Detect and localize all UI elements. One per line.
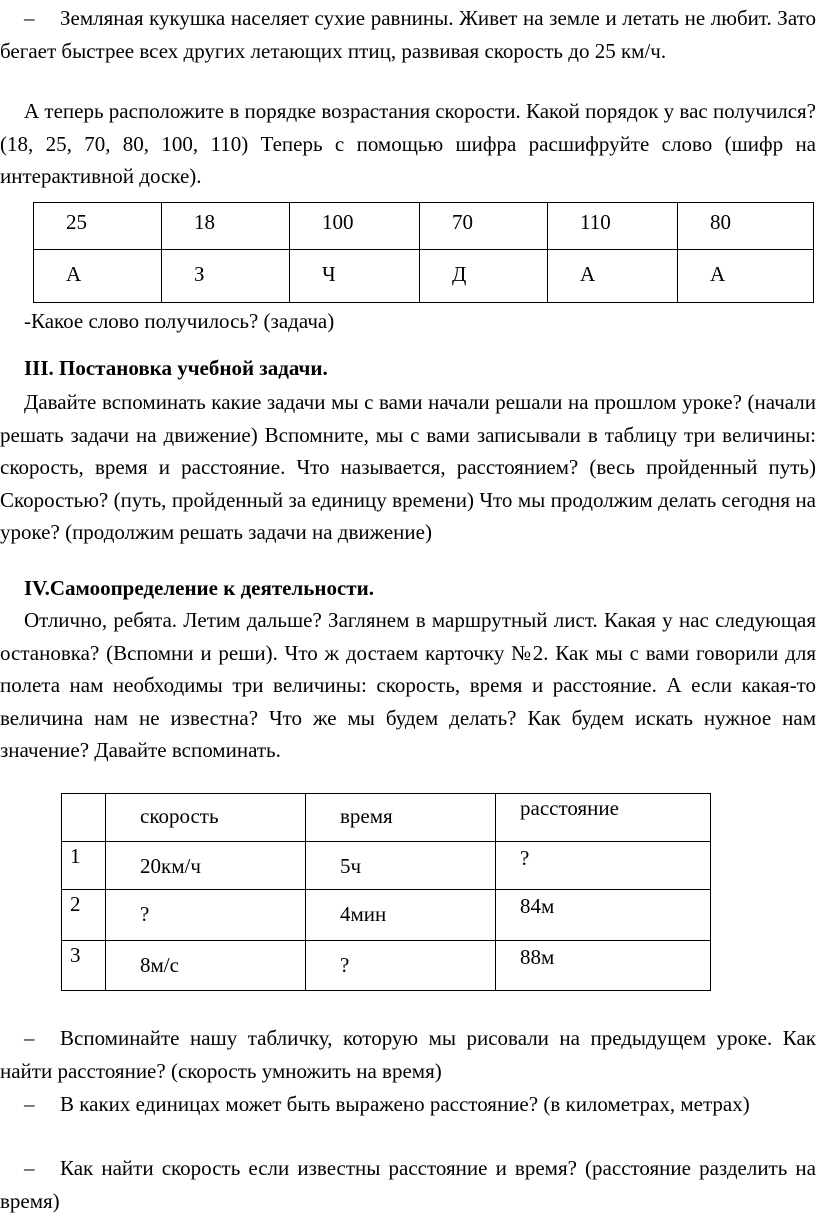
- bullet-item: [0, 1022, 816, 1087]
- distance-cell: 88м: [496, 941, 711, 991]
- bullet-text: В каких единицах может быть выражено расстояние? (в километрах, метрах): [60, 1092, 750, 1116]
- cipher-number: 18: [162, 203, 290, 250]
- bullet-item: [0, 1152, 816, 1217]
- cipher-numbers-row: [34, 203, 814, 250]
- cipher-letter: Ч: [290, 250, 420, 303]
- paragraph-cuckoo-text: Земляная кукушка населяет сухие равнины. Живет на земле и летать не любит. Зато бегает быстрее всех других летающих птиц, развивая скорость до 25 км/ч.: [0, 6, 816, 63]
- row-number: 3: [62, 941, 106, 991]
- speed-cell: 8м/с: [106, 941, 306, 991]
- quantities-row: [62, 842, 711, 890]
- section-heading-iv: IV.Самоопределение к деятельности.: [24, 576, 374, 600]
- row-number: 2: [62, 890, 106, 941]
- paragraph-task-statement: Давайте вспоминать какие задачи мы с вами начали решали на прошлом уроке? (начали решать задачи на движение) Вспомните, мы с вами записывали в таблицу три величины: скорость, время и расстояние. Что называется, расстоянием? (весь пройденный путь) Скоростью? (путь, пройденный за единицу времени) Что мы продолжим делать сегодня на уроке? (продолжим решать задачи на движение): [0, 390, 816, 544]
- bullet-text: Как найти скорость если известны расстояние и время? (расстояние разделить на время): [0, 1156, 816, 1213]
- dash-marker: –: [24, 1026, 35, 1050]
- distance-cell: ?: [496, 842, 711, 890]
- question-word: -Какое слово получилось? (задача): [24, 309, 335, 333]
- distance-cell: 84м: [496, 890, 711, 941]
- speed-cell: ?: [106, 890, 306, 941]
- cipher-letters-row: [34, 250, 814, 303]
- bullet-item: [0, 1088, 816, 1121]
- paragraph-sort-task: А теперь расположите в порядке возрастания скорости. Какой порядок у вас получился? (18, 25, 70, 80, 100, 110) Теперь с помощью шифра расшифруйте слово (шифр на интерактивной доске).: [0, 99, 816, 188]
- quantities-row: [62, 890, 711, 941]
- cipher-number: 70: [420, 203, 548, 250]
- paragraph-cuckoo: [0, 2, 816, 67]
- header-distance: расстояние: [496, 794, 711, 842]
- cipher-letter: А: [34, 250, 162, 303]
- cipher-letter: Д: [420, 250, 548, 303]
- time-cell: 5ч: [306, 842, 496, 890]
- header-speed: скорость: [106, 794, 306, 842]
- section-heading-iii: III. Постановка учебной задачи.: [24, 356, 328, 380]
- cipher-table: [33, 202, 814, 303]
- time-cell: 4мин: [306, 890, 496, 941]
- quantities-row: [62, 941, 711, 991]
- cipher-number: 100: [290, 203, 420, 250]
- cipher-number: 25: [34, 203, 162, 250]
- header-time: время: [306, 794, 496, 842]
- dash-marker: –: [24, 1092, 35, 1116]
- dash-marker: –: [24, 1156, 35, 1180]
- row-number: 1: [62, 842, 106, 890]
- dash-marker: –: [24, 6, 35, 30]
- cipher-number: 80: [678, 203, 814, 250]
- bullet-text: Вспоминайте нашу табличку, которую мы рисовали на предыдущем уроке. Как найти расстояние? (скорость умножить на время): [0, 1026, 816, 1083]
- cipher-letter: А: [548, 250, 678, 303]
- cipher-letter: А: [678, 250, 814, 303]
- quantities-table: [61, 793, 711, 991]
- paragraph-self-determination: Отлично, ребята. Летим дальше? Заглянем в маршрутный лист. Какая у нас следующая остановка? (Вспомни и реши). Что ж достаем карточку №2. Как мы с вами говорили для полета нам необходимы три величины: скорость, время и расстояние. А если какая-то величина нам не известна? Что же мы будем делать? Как будем искать нужное нам значение? Давайте вспоминать.: [0, 608, 816, 762]
- quantities-header-row: [62, 794, 711, 842]
- cipher-letter: З: [162, 250, 290, 303]
- speed-cell: 20км/ч: [106, 842, 306, 890]
- header-empty-cell: [62, 794, 106, 842]
- time-cell: ?: [306, 941, 496, 991]
- cipher-number: 110: [548, 203, 678, 250]
